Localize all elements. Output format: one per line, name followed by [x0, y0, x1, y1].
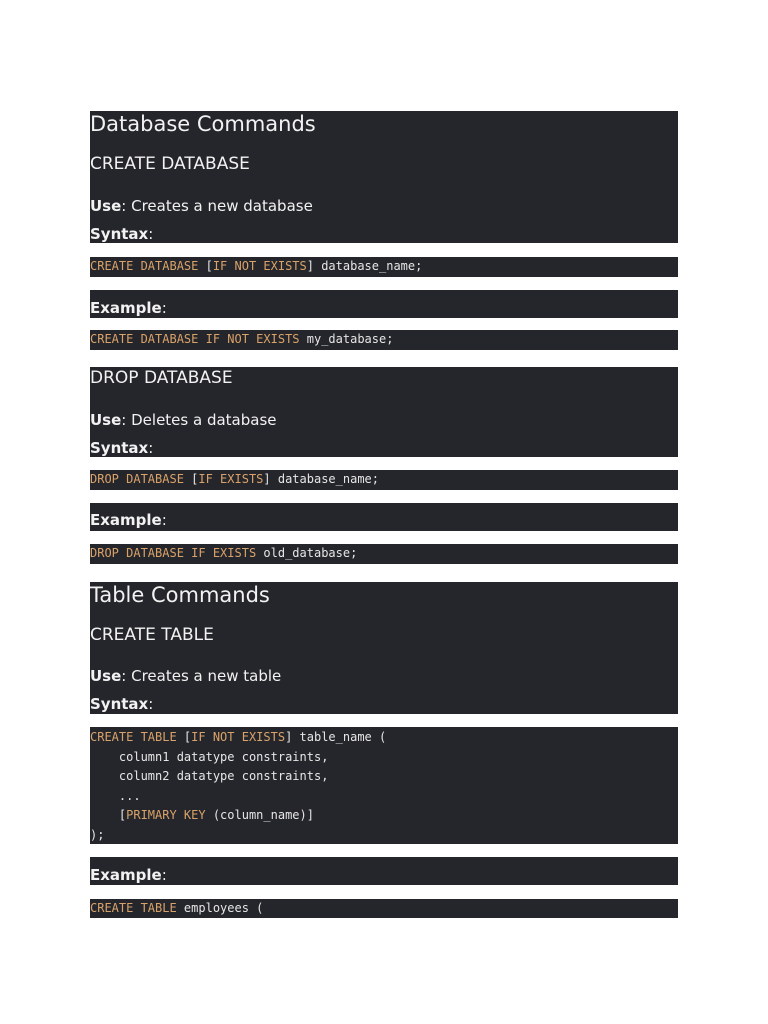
code-keyword: IF NOT EXISTS [212, 259, 307, 273]
use-text: : Creates a new table [121, 667, 282, 685]
drop-database-heading: DROP DATABASE [90, 368, 233, 388]
code-text: ] database_name; [306, 259, 423, 273]
code-keyword: CREATE DATABASE [90, 259, 199, 273]
code-keyword: PRIMARY KEY [126, 808, 206, 822]
code-text: ] database_name; [263, 472, 379, 486]
code-keyword: CREATE TABLE [90, 901, 177, 915]
drop-database-example-block [90, 503, 678, 531]
example-label: Example [90, 299, 162, 317]
code-text: [ [90, 808, 127, 822]
create-table-syntax-code [90, 727, 678, 844]
code-text: employees ( [176, 901, 264, 915]
create-database-heading: CREATE DATABASE [90, 154, 250, 174]
code-text: [ [198, 259, 213, 273]
code-line: ... [90, 788, 141, 803]
use-text: : Creates a new database [121, 197, 313, 215]
create-database-syntax-code [90, 257, 678, 277]
create-database-example-code [90, 330, 678, 350]
create-table-example-block [90, 857, 678, 885]
drop-database-header-block [90, 367, 678, 457]
code-line: column1 datatype constraints, [90, 749, 329, 764]
syntax-label: Syntax [90, 439, 149, 457]
section-title-table-commands: Table Commands [90, 583, 270, 607]
syntax-colon: : [148, 439, 154, 457]
example-label-line [90, 298, 167, 318]
code-text: [ [183, 472, 199, 486]
code-text: ] table_name ( [285, 730, 387, 744]
code-keyword: DROP DATABASE IF EXISTS [90, 546, 257, 560]
use-text: : Deletes a database [121, 411, 277, 429]
example-label: Example [90, 866, 162, 884]
example-colon: : [161, 511, 167, 529]
create-database-use [90, 196, 313, 216]
use-label: Use [90, 411, 122, 429]
create-table-header-block [90, 582, 678, 714]
create-table-syntax-label [90, 694, 153, 714]
code-line: ); [90, 827, 105, 842]
drop-database-syntax-label [90, 438, 153, 458]
use-label: Use [90, 197, 122, 215]
create-database-header-block [90, 111, 678, 243]
syntax-colon: : [148, 225, 154, 243]
create-table-heading: CREATE TABLE [90, 625, 214, 645]
create-database-syntax-label [90, 224, 153, 244]
use-label: Use [90, 667, 122, 685]
drop-database-example-code [90, 544, 678, 564]
code-keyword: IF NOT EXISTS [191, 730, 286, 744]
syntax-label: Syntax [90, 225, 149, 243]
code-text: old_database; [256, 546, 358, 560]
example-label-line [90, 510, 167, 530]
create-table-example-code [90, 899, 678, 918]
code-line: column2 datatype constraints, [90, 769, 329, 783]
code-keyword: DROP DATABASE [90, 472, 184, 486]
create-database-example-block [90, 290, 678, 318]
example-label: Example [90, 511, 162, 529]
drop-database-syntax-code [90, 470, 678, 490]
code-text: [ [176, 730, 192, 744]
code-text: (column_name)] [205, 808, 314, 822]
syntax-label: Syntax [90, 695, 149, 713]
drop-database-use [90, 410, 277, 430]
syntax-colon: : [148, 695, 154, 713]
code-keyword: CREATE TABLE [90, 730, 177, 744]
code-keyword: CREATE DATABASE IF NOT EXISTS [90, 332, 300, 346]
example-colon: : [161, 299, 167, 317]
code-keyword: IF EXISTS [198, 472, 264, 486]
example-label-line [90, 865, 167, 885]
create-table-use [90, 666, 281, 686]
example-colon: : [161, 866, 167, 884]
code-text: my_database; [299, 332, 394, 346]
section-title-database-commands: Database Commands [90, 112, 316, 136]
